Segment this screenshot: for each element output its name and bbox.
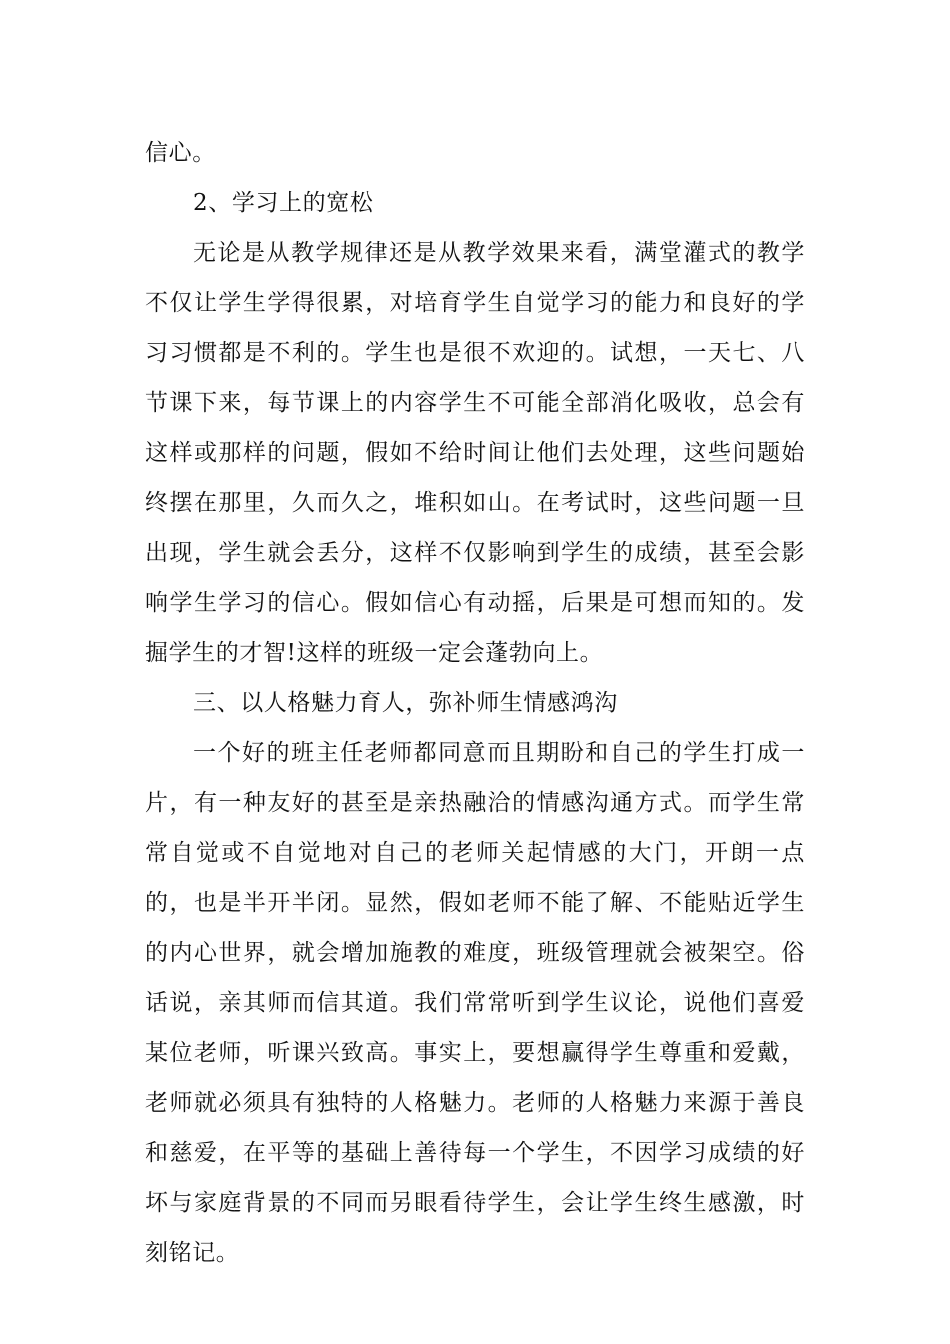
document-body bbox=[145, 128, 805, 1278]
paragraph-continuation: 信心。 bbox=[145, 140, 216, 166]
paragraph-personality-charm: 一个好的班主任老师都同意而且期盼和自己的学生打成一片，有一种友好的甚至是亲热融洽的情感沟通方式。而学生常常自觉或不自觉地对自己的老师关起情感的大门，开朗一点的，也是半开半闭。显然，假如老师不能了解、不能贴近学生的内心世界，就会增加施教的难度，班级管理就会被架空。俗话说，亲其师而信其道。我们常常听到学生议论，说他们喜爱某位老师，听课兴致高。事实上，要想赢得学生尊重和爱戴，老师就必须具有独特的人格魅力。老师的人格魅力来源于善良和慈爱，在平等的基础上善待每一个学生，不因学习成绩的好坏与家庭背景的不同而另眼看待学生，会让学生终生感激，时刻铭记。 bbox=[145, 740, 805, 1266]
section-heading-personality-charm: 三、以人格魅力育人，弥补师生情感鸿沟 bbox=[193, 690, 618, 716]
paragraph-learning-leniency: 无论是从教学规律还是从教学效果来看，满堂灌式的教学不仅让学生学得很累，对培育学生自觉学习的能力和良好的学习习惯都是不利的。学生也是很不欢迎的。试想，一天七、八节课下来，每节课上的内容学生不可能全部消化吸收，总会有这样或那样的问题，假如不给时间让他们去处理，这些问题始终摆在那里，久而久之，堆积如山。在考试时，这些问题一旦出现，学生就会丢分，这样不仅影响到学生的成绩，甚至会影响学生学习的信心。假如信心有动摇，后果是可想而知的。发掘学生的才智!这样的班级一定会蓬勃向上。 bbox=[145, 240, 805, 666]
section-heading-learning-leniency: 2、学习上的宽松 bbox=[193, 190, 374, 216]
